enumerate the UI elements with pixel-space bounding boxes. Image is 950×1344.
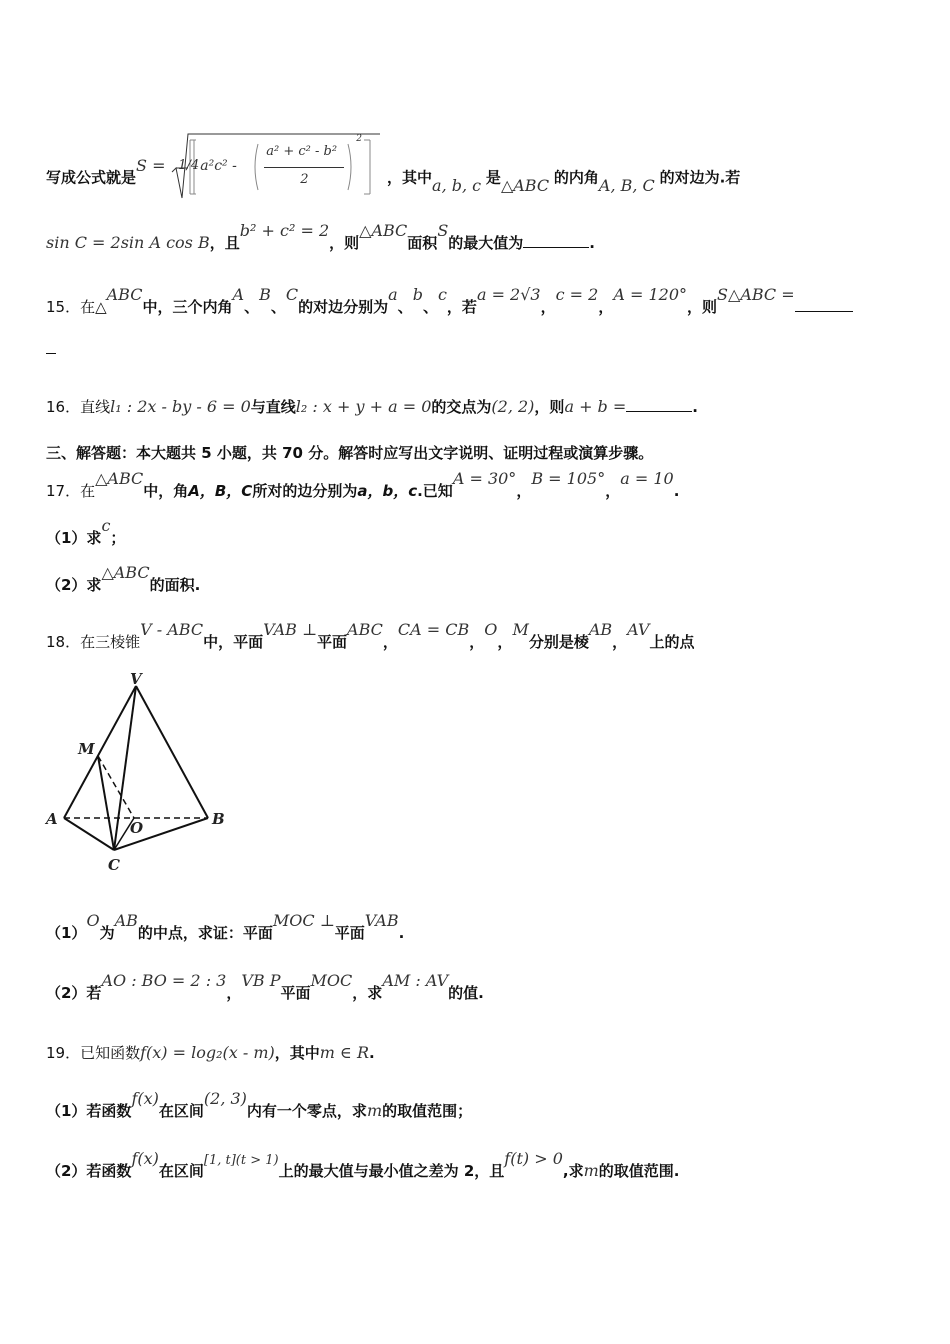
edge-cb <box>114 818 208 850</box>
question-18: 18．在三棱锥V - ABC中，平面VAB ⊥平面ABC，CA = CB，O，M分别是棱AB，AV上的点 <box>46 620 695 651</box>
segment-mc <box>98 756 114 850</box>
question-17: 17．在△ABC中，角A，B，C所对的边分别为a，b，c.已知A = 30°，B = 105°，a = 10. <box>46 469 680 500</box>
section-heading: 三、解答题：本大题共 5 小题，共 70 分。解答时应写出文字说明、证明过程或演算步骤。 <box>46 444 654 462</box>
a2c2-term: a²c² - <box>200 158 237 174</box>
fraction-bar <box>264 167 344 168</box>
edge-vb <box>136 686 208 818</box>
label-b: B <box>212 810 225 828</box>
q18-part1: （1）O为AB的中点，求证：平面MOC ⊥平面VAB. <box>46 911 405 942</box>
answer-blank <box>523 233 589 248</box>
fraction-one-fourth: 1/4 <box>178 158 200 173</box>
question-16: 16．直线l₁ : 2x - by - 6 = 0与直线l₂ : x + y + a = 0的交点为(2, 2)，则a + b = . <box>46 397 698 416</box>
answer-blank-continued <box>46 352 56 354</box>
area-symbol: S = <box>136 155 166 175</box>
exponent-two: 2 <box>356 134 362 144</box>
question-19: 19．已知函数f(x) = log₂(x - m)，其中m ∈ R. <box>46 1043 375 1062</box>
formula-line: 写成公式就是S = 1/4 a²c² - a² + c² - b² 2 2 ，其中a, b, c 是△ABC 的内角A, B, C 的对边为.若 <box>46 140 740 216</box>
numerator: a² + c² - b² <box>266 144 338 159</box>
q19-part2: （2）若函数f(x)在区间[1, t](t > 1)上的最大值与最小值之差为 2，且f(t) > 0,求m的取值范围. <box>46 1149 680 1180</box>
label-c: C <box>108 856 120 874</box>
label-a: A <box>46 810 58 828</box>
label-m: M <box>78 740 95 758</box>
q17-part1: （1）求c； <box>46 516 126 547</box>
pyramid-figure <box>40 670 240 880</box>
condition-line: sin C = 2sin A cos B，且b² + c² = 2，则△ABC面积S的最大值为 . <box>46 221 595 252</box>
denominator: 2 <box>300 172 309 187</box>
answer-blank <box>626 397 692 412</box>
question-15: 15．在△ABC中，三个内角A、B、C的对边分别为a、b、c，若a = 2√3，c = 2，A = 120°，则S△ABC = <box>46 296 853 317</box>
edge-va <box>64 686 136 818</box>
q17-part2: （2）求△ABC的面积. <box>46 563 201 594</box>
label-o: O <box>130 819 144 837</box>
edge-ac <box>64 818 114 850</box>
heron-formula <box>170 132 382 208</box>
label-v: V <box>130 670 142 688</box>
q19-part1: （1）若函数f(x)在区间(2, 3)内有一个零点，求m的取值范围； <box>46 1089 473 1120</box>
answer-blank <box>795 297 853 312</box>
q18-part2: （2）若AO : BO = 2 : 3，VB P平面MOC，求AM : AV的值. <box>46 971 484 1002</box>
